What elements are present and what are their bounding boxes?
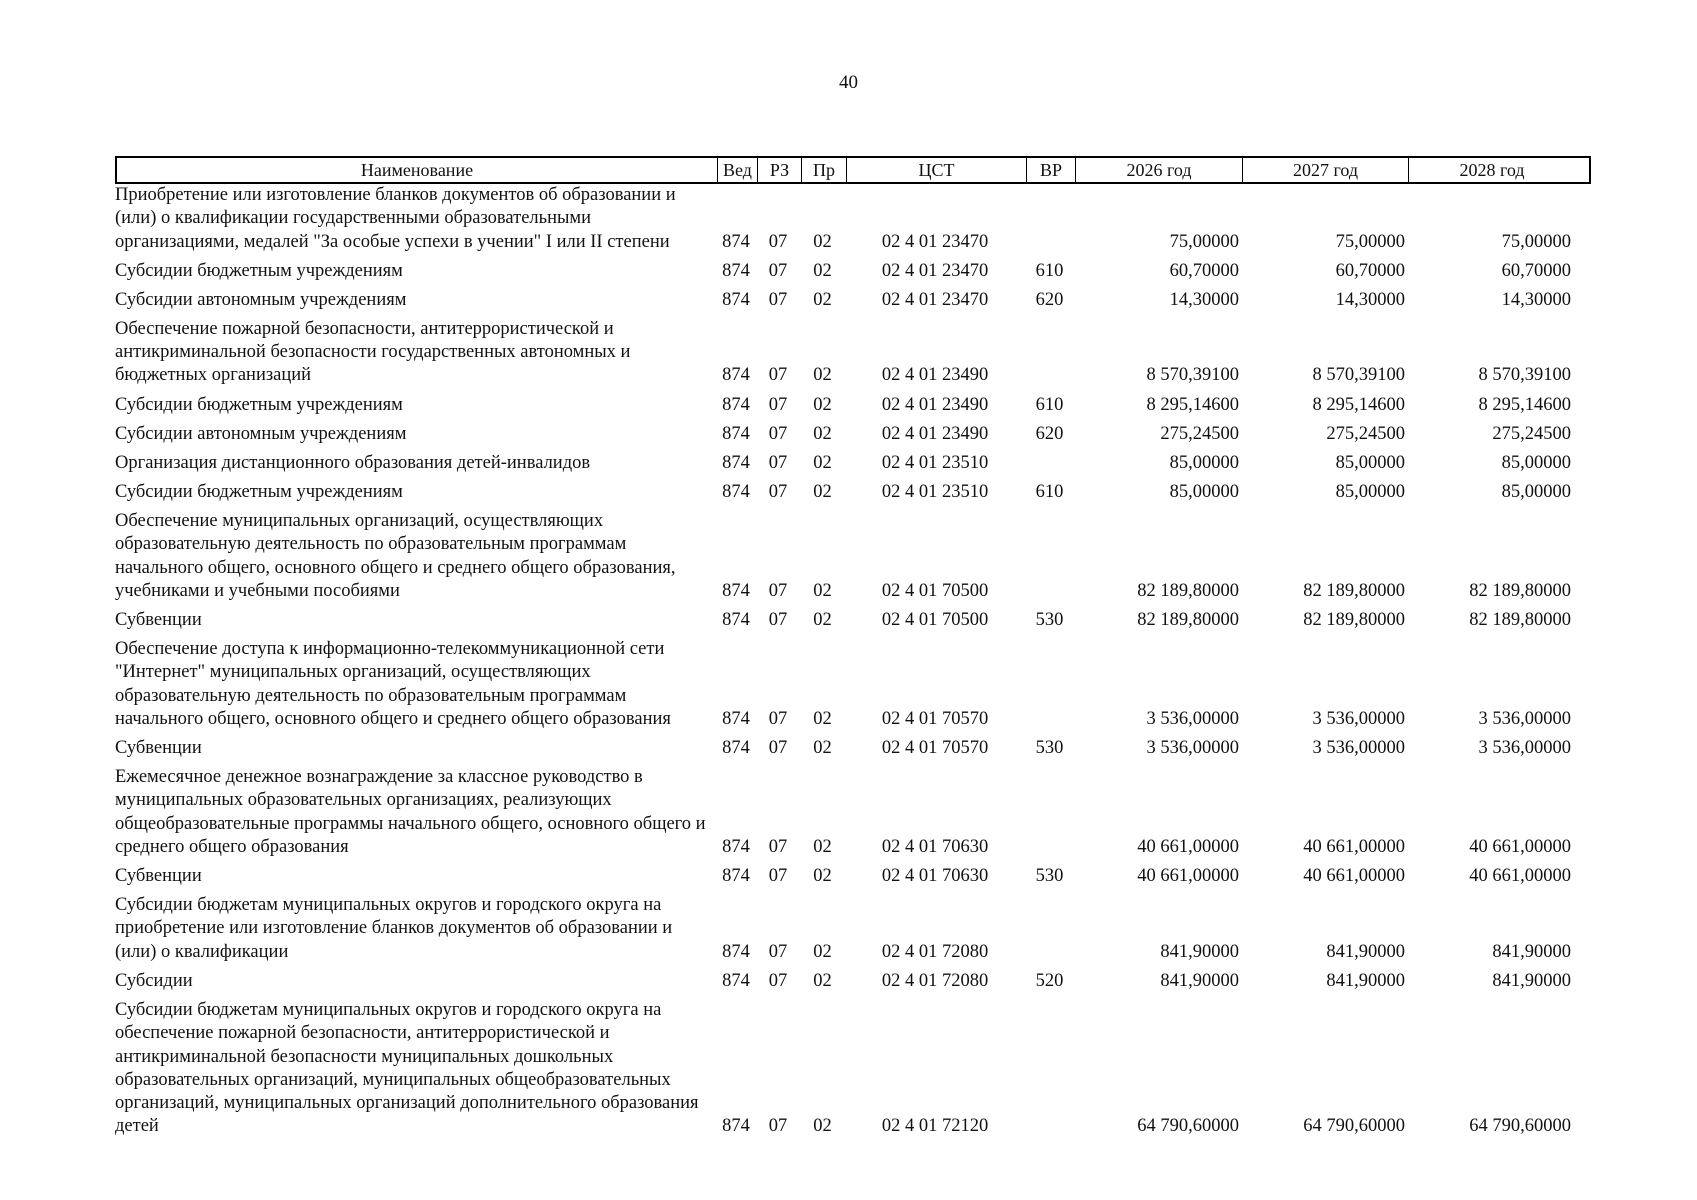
cell-2026: 82 189,80000 [1137,580,1239,601]
cell-2027: 85,00000 [1335,481,1405,502]
cell-rz: 07 [768,970,788,991]
table-row [115,289,1591,312]
cell-2027: 841,90000 [1326,941,1405,962]
cell-pr: 02 [813,365,832,386]
cell-rz: 07 [768,836,788,857]
cell-vr: 610 [1035,394,1064,415]
cell-cst: 02 4 01 23510 [881,481,989,502]
page-number: 40 [839,72,858,93]
cell-cst: 02 4 01 72120 [881,1116,989,1137]
table-row [115,737,1591,760]
cell-2028: 85,00000 [1501,481,1571,502]
cell-2028: 8 295,14600 [1478,394,1571,415]
header-cst: ЦСТ [847,158,1027,182]
cell-rz: 07 [768,231,788,252]
cell-2027: 3 536,00000 [1312,738,1405,758]
cell-2026: 40 661,00000 [1137,836,1239,857]
cell-ved: 874 [722,452,750,473]
cell-rz: 07 [768,580,788,601]
cell-2026: 3 536,00000 [1146,708,1239,729]
cell-ved: 874 [722,941,750,962]
table-row [115,510,1591,603]
cell-pr: 02 [813,289,832,310]
cell-2027: 64 790,60000 [1303,1116,1405,1137]
cell-ved: 874 [722,836,750,857]
cell-pr: 02 [813,394,832,415]
cell-pr: 02 [813,231,832,252]
cell-pr: 02 [813,970,832,991]
cell-pr: 02 [813,452,832,473]
cell-2028: 275,24500 [1492,423,1571,444]
table-row [115,452,1591,475]
cell-2027: 82 189,80000 [1303,580,1405,601]
cell-2027: 841,90000 [1326,970,1405,991]
cell-cst: 02 4 01 70570 [881,708,989,729]
table-row [115,865,1591,888]
cell-pr: 02 [813,836,832,857]
cell-name: Субвенции [115,609,202,630]
cell-2028: 60,70000 [1501,260,1571,281]
header-ved: Вед [718,158,758,182]
header-2027: 2027 год [1243,158,1409,182]
cell-cst: 02 4 01 72080 [881,941,989,962]
cell-ved: 874 [722,423,750,444]
cell-2028: 75,00000 [1501,231,1571,252]
cell-cst: 02 4 01 70500 [881,609,989,630]
cell-name: Субсидии бюджетам муниципальных округов и городского округа на обеспечение пожарной безопасности, антитеррористической и антикриминальной безопасности муниципальных дошкольных образовательных организаций, муниципальных общеобразовательных организаций, муниципальных организаций дополнительного образования детей [115,999,699,1137]
cell-2026: 8 295,14600 [1146,394,1239,415]
cell-ved: 874 [722,289,750,310]
table-body [115,184,1591,1139]
table-row [115,423,1591,446]
cell-rz: 07 [768,452,788,473]
cell-cst: 02 4 01 23490 [881,365,989,386]
cell-name: Субсидии бюджетным учреждениям [115,481,403,502]
cell-rz: 07 [768,365,788,386]
header-vr: ВР [1027,158,1076,182]
table-row [115,894,1591,964]
cell-ved: 874 [722,708,750,729]
cell-2027: 85,00000 [1335,452,1405,473]
cell-2026: 40 661,00000 [1137,866,1239,887]
cell-2027: 75,00000 [1335,231,1405,252]
cell-2027: 8 295,14600 [1312,394,1405,415]
cell-cst: 02 4 01 70500 [881,580,989,601]
cell-name: Обеспечение муниципальных организаций, осуществляющих образовательную деятельность по образовательным программам начального общего, основного общего и среднего общего образования, учебниками и учебными пособиями [115,510,676,601]
cell-name: Субвенции [115,866,202,887]
cell-ved: 874 [722,1116,750,1137]
cell-pr: 02 [813,738,832,758]
cell-pr: 02 [813,481,832,502]
cell-2028: 841,90000 [1492,970,1571,991]
cell-vr: 530 [1035,738,1064,758]
cell-2026: 60,70000 [1169,260,1239,281]
header-pr: Пр [802,158,847,182]
cell-cst: 02 4 01 70630 [881,866,989,887]
cell-pr: 02 [813,260,832,281]
cell-2027: 14,30000 [1335,289,1405,310]
cell-name: Субсидии [115,970,193,991]
cell-2026: 85,00000 [1169,481,1239,502]
cell-rz: 07 [768,1116,788,1137]
cell-pr: 02 [813,580,832,601]
cell-2026: 841,90000 [1160,941,1239,962]
cell-cst: 02 4 01 23490 [881,394,989,415]
cell-rz: 07 [768,394,788,415]
header-2026: 2026 год [1076,158,1243,182]
cell-cst: 02 4 01 23490 [881,423,989,444]
table-row [115,999,1591,1139]
cell-2026: 275,24500 [1160,423,1239,444]
cell-ved: 874 [722,260,750,281]
cell-name: Обеспечение доступа к информационно-телекоммуникационной сети "Интернет" муниципальных организаций, осуществляющих образовательную деятельность по образовательным программам начального общего, основного общего и среднего общего образования [115,639,671,729]
header-rz: РЗ [758,158,802,182]
cell-2026: 14,30000 [1169,289,1239,310]
cell-ved: 874 [722,970,750,991]
cell-name: Приобретение или изготовление бланков документов об образовании и (или) о квалификации государственными образовательными организациями, медалей "За особые успехи в учении" I или II степени [115,185,676,252]
cell-name: Субсидии бюджетным учреждениям [115,394,403,415]
cell-2027: 60,70000 [1335,260,1405,281]
cell-2026: 841,90000 [1160,970,1239,991]
table-row [115,260,1591,283]
cell-pr: 02 [813,866,832,887]
cell-ved: 874 [722,231,750,252]
cell-cst: 02 4 01 23510 [881,452,989,473]
cell-cst: 02 4 01 23470 [881,260,989,281]
cell-name: Субсидии бюджетам муниципальных округов и городского округа на приобретение или изготовление бланков документов об образовании и (или) о квалификации [115,895,673,962]
cell-2026: 85,00000 [1169,452,1239,473]
cell-2028: 14,30000 [1501,289,1571,310]
cell-rz: 07 [768,866,788,887]
cell-pr: 02 [813,609,832,630]
cell-name: Субсидии бюджетным учреждениям [115,260,403,281]
cell-ved: 874 [722,738,750,758]
cell-ved: 874 [722,866,750,887]
cell-2028: 82 189,80000 [1469,609,1571,630]
table-row [115,638,1591,731]
cell-vr: 530 [1035,866,1064,887]
cell-cst: 02 4 01 23470 [881,289,989,310]
cell-cst: 02 4 01 70570 [881,738,989,758]
table-row [115,970,1591,993]
cell-2026: 64 790,60000 [1137,1116,1239,1137]
cell-ved: 874 [722,365,750,386]
cell-rz: 07 [768,708,788,729]
cell-name: Ежемесячное денежное вознаграждение за классное руководство в муниципальных образовательных организациях, реализующих общеобразовательные программы начального общего, основного общего и среднего общего образования [115,767,706,857]
cell-2028: 8 570,39100 [1478,365,1571,386]
cell-rz: 07 [768,738,788,758]
cell-pr: 02 [813,423,832,444]
cell-rz: 07 [768,481,788,502]
cell-vr: 620 [1035,423,1064,444]
cell-pr: 02 [813,1116,832,1137]
cell-ved: 874 [722,580,750,601]
cell-vr: 610 [1035,260,1064,281]
cell-name: Субсидии автономным учреждениям [115,289,407,310]
cell-2026: 75,00000 [1169,231,1239,252]
cell-cst: 02 4 01 23470 [881,231,989,252]
cell-2027: 3 536,00000 [1312,708,1405,729]
cell-2028: 64 790,60000 [1469,1116,1571,1137]
cell-2026: 8 570,39100 [1146,365,1239,386]
cell-2027: 82 189,80000 [1303,609,1405,630]
cell-2028: 85,00000 [1501,452,1571,473]
cell-2027: 275,24500 [1326,423,1405,444]
cell-pr: 02 [813,708,832,729]
cell-2028: 40 661,00000 [1469,866,1571,887]
cell-2027: 40 661,00000 [1303,866,1405,887]
cell-name: Обеспечение пожарной безопасности, антитеррористической и антикриминальной безопасности государственных автономных и бюджетных организаций [115,318,631,386]
cell-vr: 610 [1035,481,1064,502]
cell-vr: 620 [1035,289,1064,310]
table-row [115,318,1591,388]
cell-2028: 841,90000 [1492,941,1571,962]
cell-vr: 530 [1035,609,1064,630]
cell-2028: 3 536,00000 [1478,738,1571,758]
table-row [115,481,1591,504]
cell-rz: 07 [768,289,788,310]
cell-2028: 82 189,80000 [1469,580,1571,601]
cell-2026: 3 536,00000 [1146,738,1239,758]
cell-2027: 8 570,39100 [1312,365,1405,386]
cell-2027: 40 661,00000 [1303,836,1405,857]
cell-rz: 07 [768,423,788,444]
cell-name: Субсидии автономным учреждениям [115,423,407,444]
table-row [115,609,1591,632]
table-header [115,156,1591,184]
cell-ved: 874 [722,394,750,415]
cell-2028: 3 536,00000 [1478,708,1571,729]
cell-cst: 02 4 01 72080 [881,970,989,991]
table-row [115,184,1591,254]
cell-pr: 02 [813,941,832,962]
header-2028: 2028 год [1459,159,1525,180]
cell-ved: 874 [722,481,750,502]
table-row [115,394,1591,417]
cell-2026: 82 189,80000 [1137,609,1239,630]
cell-vr: 520 [1035,970,1064,991]
table-row [115,766,1591,859]
cell-rz: 07 [768,609,788,630]
cell-name: Субвенции [115,738,202,758]
cell-ved: 874 [722,609,750,630]
cell-rz: 07 [768,260,788,281]
cell-rz: 07 [768,941,788,962]
cell-2028: 40 661,00000 [1469,836,1571,857]
cell-cst: 02 4 01 70630 [881,836,989,857]
header-name: Наименование [117,158,718,182]
budget-table [115,156,1591,1145]
cell-name: Организация дистанционного образования детей-инвалидов [115,452,591,473]
